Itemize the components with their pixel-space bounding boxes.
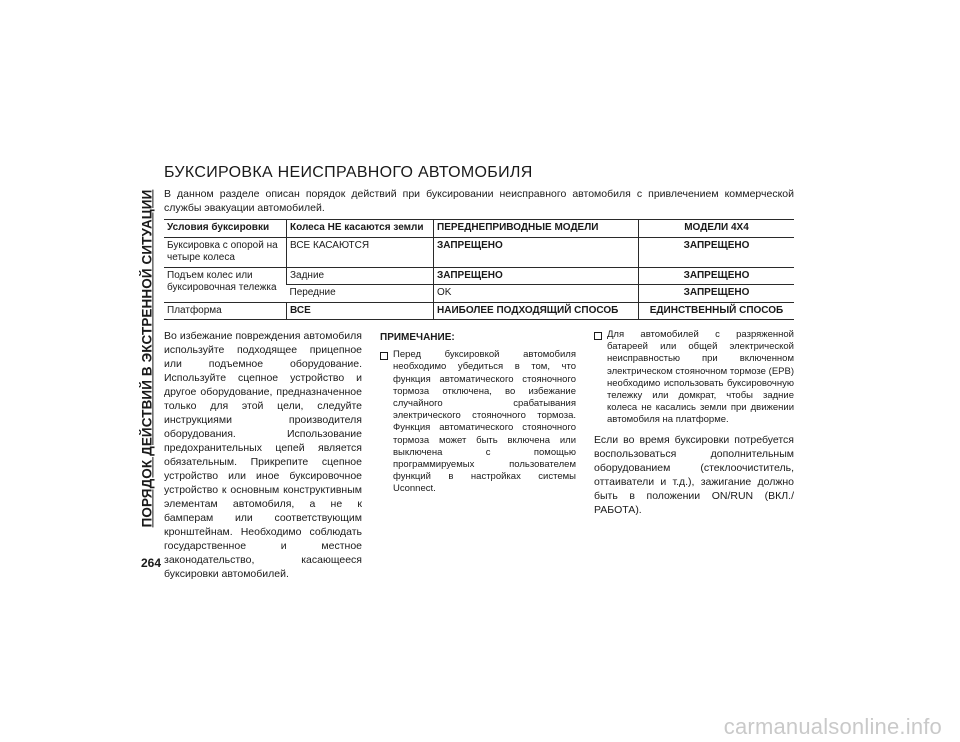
cell-wheels: ВСЕ КАСАЮТСЯ — [287, 237, 434, 267]
left-column-text: Во избежание повреждения автомобиля используйте подходящее прицепное или подъемное оборудование. Используйте сцепное устройство и другое оборудование, предназначенное только для этой цели, следуйте инструкциями производителя оборудования. Использование предохранительных цепей является обязательным. Прикрепите сцепное устройство или иное буксировочное устройство к основным конструктивным элементам автомобиля, а не к бамперам или соответствующим кронштейнам. Необходимо соблюдать государственное и местное законодательство, касающееся буксировки автомобилей. — [164, 330, 362, 580]
cell-4x4: ЕДИНСТВЕННЫЙ СПОСОБ — [639, 302, 795, 320]
note-bullet — [594, 329, 794, 427]
header-4x4: МОДЕЛИ 4X4 — [639, 220, 795, 238]
cell-4x4: ЗАПРЕЩЕНО — [639, 285, 795, 303]
header-fwd: ПЕРЕДНЕПРИВОДНЫЕ МОДЕЛИ — [434, 220, 639, 238]
cell-4x4: ЗАПРЕЩЕНО — [639, 237, 795, 267]
section-side-tab — [136, 178, 158, 538]
cell-condition: Буксировка с опорой на четыре колеса — [164, 237, 287, 267]
header-condition: Условия буксировки — [164, 220, 287, 238]
intro-paragraph: В данном разделе описан порядок действий при буксировании неисправного автомобиля с привлечением коммерческой службы эвакуации автомобилей. — [164, 188, 794, 214]
section-side-tab-label: ПОРЯДОК ДЕЙСТВИЙ В ЭКСТРЕННОЙ СИТУАЦИИ — [139, 189, 155, 527]
note-bullet-text: Перед буксировкой автомобиля необходимо убедиться в том, что функция автоматического стояночного тормоза отключена, во избежание случайного срабатывания электрического стояночного тормоза. Функция автоматического стояночного тормоза может быть включена или выключена с помощью программируемых пользователем функций в настройках системы Uconnect. — [393, 349, 576, 495]
table-row — [164, 267, 794, 285]
note-title: ПРИМЕЧАНИЕ: — [380, 332, 455, 343]
towing-table — [164, 219, 794, 320]
cell-fwd: НАИБОЛЕЕ ПОДХОДЯЩИЙ СПОСОБ — [434, 302, 639, 320]
cell-fwd: OK — [434, 285, 639, 303]
table-header-row — [164, 220, 794, 238]
note-block — [380, 329, 576, 581]
cell-condition: Подъем колес или буксировочная тележка — [164, 267, 287, 302]
note-bullet — [380, 349, 576, 495]
text-columns — [164, 329, 794, 581]
page-number: 264 — [141, 556, 162, 570]
cell-condition: Платформа — [164, 302, 287, 320]
cell-wheels: Передние — [287, 285, 434, 303]
checkbox-bullet-icon — [594, 332, 602, 340]
right-column — [594, 329, 794, 581]
cell-fwd: ЗАПРЕЩЕНО — [434, 237, 639, 267]
table-row — [164, 302, 794, 320]
cell-fwd: ЗАПРЕЩЕНО — [434, 267, 639, 285]
page-content — [164, 164, 794, 581]
table-row — [164, 237, 794, 267]
cell-wheels: ВСЕ — [287, 302, 434, 320]
page-title: БУКСИРОВКА НЕИСПРАВНОГО АВТОМОБИЛЯ — [164, 164, 533, 181]
header-wheels: Колеса НЕ касаются земли — [287, 220, 434, 238]
watermark-text: carmanualsonline.info — [723, 714, 942, 739]
cell-wheels: Задние — [287, 267, 434, 285]
note-bullet-text: Для автомобилей с разряженной батареей или общей электрической неисправностью при включенном электрическом стояночном тормозе (EPB) необходимо использовать буксировочную тележку или домкрат, чтобы задние колеса не касались земли при движении автомобиля на платформе. — [607, 329, 794, 426]
checkbox-bullet-icon — [380, 352, 388, 360]
cell-4x4: ЗАПРЕЩЕНО — [639, 267, 795, 285]
right-paragraph: Если во время буксировки потребуется воспользоваться дополнительным оборудованием (стеклоочиститель, оттаиватели и т.д.), зажигание должно быть в положении ON/RUN (ВКЛ./РАБОТА). — [594, 433, 794, 516]
